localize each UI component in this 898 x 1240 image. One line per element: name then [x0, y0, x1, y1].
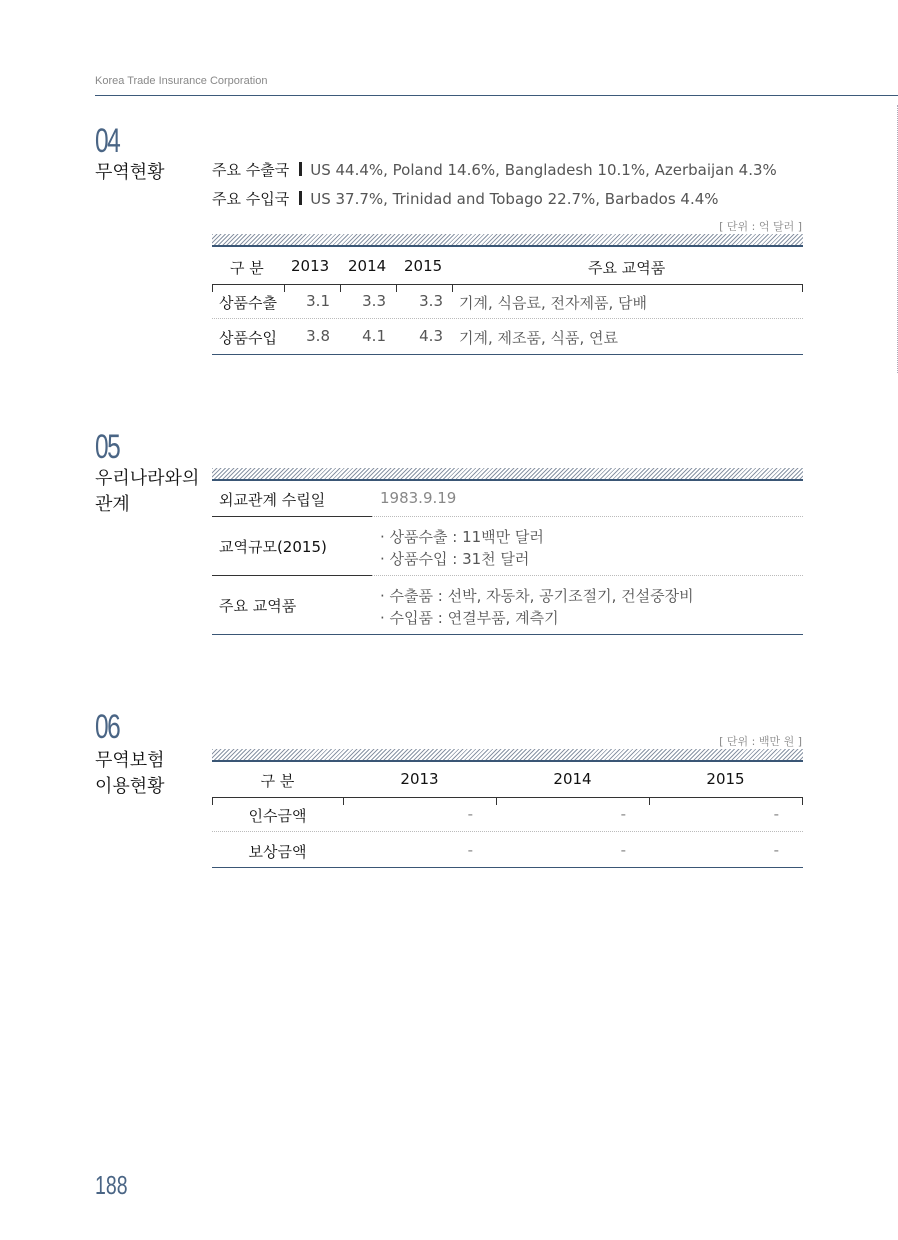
- separator-bar: [299, 162, 302, 176]
- import-countries-label: 주요 수입국: [212, 190, 290, 208]
- unit-note: [ 단위 : 억 달러 ]: [719, 220, 802, 233]
- row-label-main-goods: 주요 교역품: [219, 597, 297, 615]
- col-header-2013: 2013: [291, 257, 330, 275]
- cell-export-2014: 3.3: [362, 292, 386, 310]
- table-top-rule: [212, 245, 803, 247]
- table-bottom-rule: [212, 354, 803, 355]
- table-top-rule: [212, 479, 803, 481]
- diplomatic-date: 1983.9.19: [380, 489, 457, 507]
- cell-import-2013: 3.8: [306, 327, 330, 345]
- col-header-main-goods: 주요 교역품: [588, 259, 666, 277]
- export-countries-label: 주요 수출국: [212, 161, 290, 179]
- row-divider: [212, 318, 803, 319]
- trade-volume-import: · 상품수입 : 31천 달러: [380, 550, 530, 568]
- cell-underwriting-2013: -: [467, 805, 473, 823]
- section-title-line: 이용현황: [95, 776, 165, 797]
- cell-compensation-2014: -: [620, 841, 626, 859]
- section-number-05: 05: [95, 428, 120, 466]
- tick: [802, 797, 803, 805]
- cell-compensation-2013: -: [467, 841, 473, 859]
- cell-underwriting-2014: -: [620, 805, 626, 823]
- col-header-category: 구 분: [230, 259, 264, 277]
- header-underline: [212, 797, 803, 798]
- tick: [212, 797, 213, 805]
- tick: [340, 284, 341, 292]
- cell-import-2014: 4.1: [362, 327, 386, 345]
- row-label-trade-volume: 교역규모(2015): [219, 538, 327, 556]
- cell-underwriting-2015: -: [773, 805, 779, 823]
- tick: [343, 797, 344, 805]
- trade-volume-export: · 상품수출 : 11백만 달러: [380, 528, 544, 546]
- section-title-line: 관계: [95, 494, 130, 515]
- col-header-2015: 2015: [706, 770, 745, 788]
- table-hatch-bar: [212, 749, 803, 760]
- import-countries: [212, 188, 719, 209]
- col-header-2014: 2014: [348, 257, 387, 275]
- col-header-2013: 2013: [400, 770, 439, 788]
- section-title-trade-status: 무역현황: [95, 162, 165, 183]
- row-label-export: 상품수출: [219, 294, 277, 312]
- cell-compensation-2015: -: [773, 841, 779, 859]
- header-rule: [95, 95, 898, 96]
- tick: [496, 797, 497, 805]
- tick: [396, 284, 397, 292]
- running-header: Korea Trade Insurance Corporation: [95, 75, 268, 87]
- row-label-import: 상품수입: [219, 329, 277, 347]
- table-hatch-bar: [212, 234, 803, 245]
- row-divider: [212, 831, 803, 832]
- tick: [802, 284, 803, 292]
- tick: [284, 284, 285, 292]
- section-title-line: 무역보험: [95, 750, 165, 771]
- main-goods-import: · 수입품 : 연결부품, 계측기: [380, 609, 559, 627]
- cell-export-goods: 기계, 식음료, 전자제품, 담배: [459, 294, 647, 312]
- import-countries-value: US 37.7%, Trinidad and Tobago 22.7%, Barbados 4.4%: [310, 190, 719, 208]
- table-bottom-rule: [212, 867, 803, 868]
- section-title-insurance: [95, 748, 165, 800]
- tick: [649, 797, 650, 805]
- col-header-2014: 2014: [553, 770, 592, 788]
- row-label-diplomatic: 외교관계 수립일: [219, 491, 326, 509]
- cell-import-2015: 4.3: [419, 327, 443, 345]
- row-divider: [372, 575, 803, 576]
- cell-export-2013: 3.1: [306, 292, 330, 310]
- export-countries: [212, 159, 777, 180]
- export-countries-value: US 44.4%, Poland 14.6%, Bangladesh 10.1%, Azerbaijan 4.3%: [310, 161, 777, 179]
- table-bottom-rule: [212, 634, 803, 635]
- label-underline: [212, 575, 372, 576]
- tick: [452, 284, 453, 292]
- main-goods-export: · 수출품 : 선박, 자동차, 공기조절기, 건설중장비: [380, 587, 694, 605]
- row-divider: [372, 516, 803, 517]
- cell-export-2015: 3.3: [419, 292, 443, 310]
- section-number-04: 04: [95, 122, 120, 160]
- label-underline: [212, 516, 372, 517]
- row-label-compensation: 보상금액: [248, 843, 307, 861]
- col-header-2015: 2015: [404, 257, 443, 275]
- page-number: 188: [95, 1170, 128, 1200]
- section-number-06: 06: [95, 708, 120, 746]
- section-title-relations: [95, 466, 199, 518]
- table-hatch-bar: [212, 468, 803, 479]
- header-underline: [212, 284, 803, 285]
- section-title-line: 우리나라와의: [95, 468, 200, 489]
- col-header-category: 구 분: [260, 772, 295, 790]
- table-top-rule: [212, 760, 803, 762]
- separator-bar: [299, 191, 302, 205]
- tick: [212, 284, 213, 292]
- unit-note: [ 단위 : 백만 원 ]: [719, 735, 802, 748]
- cell-import-goods: 기계, 제조품, 식품, 연료: [459, 329, 619, 347]
- row-label-underwriting: 인수금액: [248, 807, 307, 825]
